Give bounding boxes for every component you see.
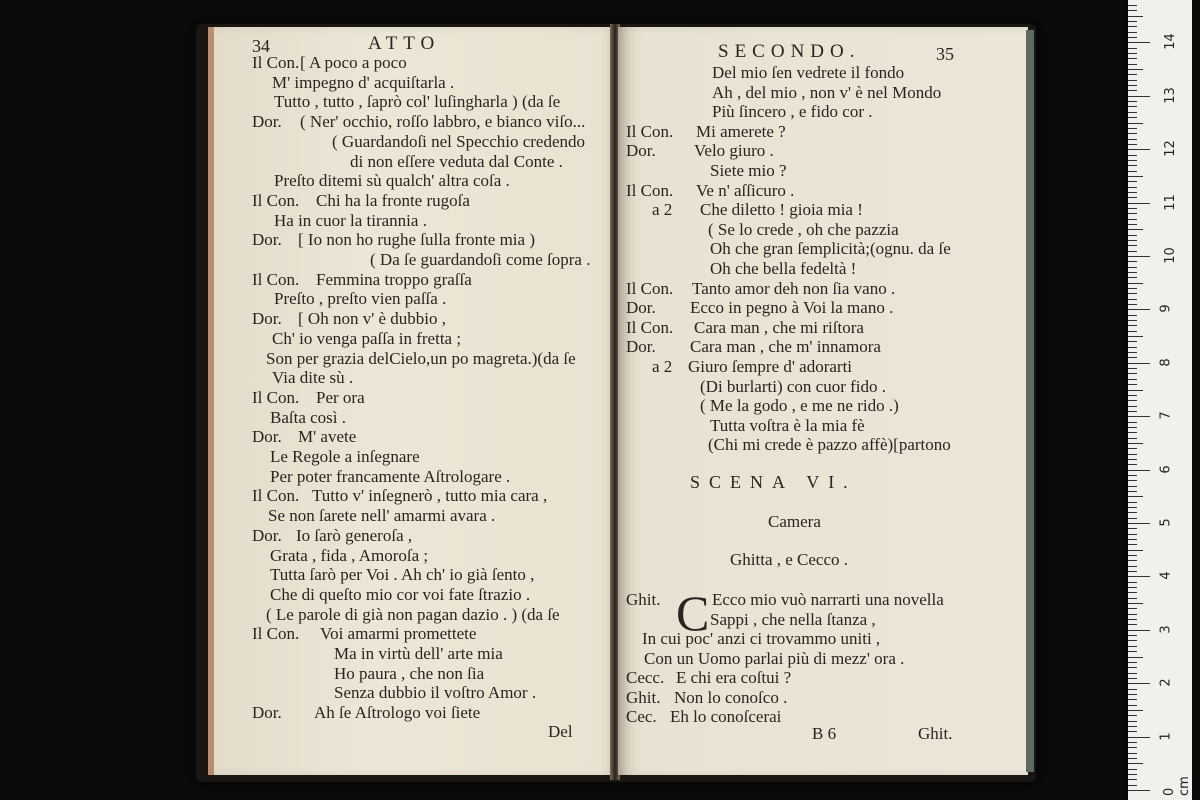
speaker-label: Il Con.: [252, 624, 300, 644]
ruler-tick: [1128, 651, 1137, 652]
text-line: Non lo conoſco .: [674, 687, 788, 707]
text-line: Cara man , che mi riſtora: [694, 317, 864, 337]
ruler-label: 8: [1158, 358, 1174, 367]
right-page-number: 35: [936, 44, 954, 64]
ruler-tick: [1128, 219, 1137, 220]
ruler-tick: [1128, 689, 1137, 690]
text-line: ( Guardandoſi nel Specchio credendo: [332, 131, 586, 151]
ruler-tick: [1128, 213, 1137, 214]
ruler-tick: [1128, 747, 1137, 748]
ruler-tick: [1128, 774, 1137, 775]
ruler-tick: [1128, 245, 1137, 246]
ruler-tick: [1128, 192, 1137, 193]
text-line: Per poter francamente Aſtrologare .: [270, 466, 511, 486]
left-catchword: Del: [548, 722, 573, 741]
text-line: [ Oh non v' è dubbio ,: [298, 309, 447, 329]
speaker-label: Il Con.: [252, 190, 300, 210]
ruler-tick: [1128, 352, 1137, 353]
ruler-tick: [1128, 630, 1150, 631]
speaker-label: Dor.: [626, 141, 656, 161]
speaker-label: Dor.: [252, 427, 282, 447]
ruler-tick: [1128, 133, 1137, 134]
text-line: Giuro ſempre d' adorarti: [688, 357, 853, 376]
ruler-tick: [1128, 694, 1137, 695]
text-line: Che diletto ! gioia mia !: [700, 200, 863, 220]
ruler-tick: [1128, 149, 1150, 150]
text-line: Preſto , preſto vien paſſa .: [274, 289, 447, 309]
speaker-label: Dor.: [626, 298, 656, 318]
text-line: (Chi mi crede è pazzo affè)[partono: [708, 435, 951, 455]
speaker-label: Dor.: [252, 309, 282, 329]
ruler-tick: [1128, 309, 1150, 310]
text-line: Se non ſarete nell' amarmi avara .: [268, 506, 496, 526]
ruler-tick: [1128, 96, 1150, 97]
measurement-ruler: [1128, 0, 1192, 800]
ruler-tick: [1128, 261, 1137, 262]
text-line: Con un Uomo parlai più di mezz' ora .: [644, 648, 905, 668]
ruler-tick: [1128, 229, 1143, 230]
text-line: Ha in cuor la tirannia .: [274, 210, 427, 230]
ruler-tick: [1128, 443, 1143, 444]
text-line: Ecco mio vuò narrarti una novella: [712, 590, 944, 609]
ruler-tick: [1128, 144, 1137, 145]
ruler-tick: [1128, 544, 1137, 545]
ruler-tick: [1128, 608, 1137, 609]
ruler-tick: [1128, 10, 1137, 11]
scene-location: Camera: [768, 512, 821, 531]
speaker-label: a 2: [652, 357, 673, 376]
ruler-tick: [1128, 240, 1137, 241]
ruler-label: 2: [1158, 678, 1174, 687]
ruler-tick: [1128, 662, 1137, 663]
ruler-label: 12: [1162, 140, 1178, 157]
ruler-tick: [1128, 411, 1137, 412]
text-line: Senza dubbio il voſtro Amor .: [334, 683, 537, 703]
text-line: E chi era coſtui ?: [676, 668, 792, 687]
ruler-tick: [1128, 112, 1137, 113]
text-line: Le Regole a inſegnare: [270, 447, 420, 466]
ruler-tick: [1128, 187, 1137, 188]
ruler-tick: [1128, 640, 1137, 641]
ruler-tick: [1128, 470, 1150, 471]
page-edge: [1026, 30, 1034, 772]
text-line: Baſta così .: [270, 407, 347, 427]
ruler-tick: [1128, 432, 1137, 433]
ruler-tick: [1128, 448, 1137, 449]
ruler-tick: [1128, 176, 1143, 177]
ruler-tick: [1128, 363, 1150, 364]
ruler-tick: [1128, 779, 1137, 780]
ruler-tick: [1128, 427, 1137, 428]
ruler-tick: [1128, 256, 1150, 257]
ruler-tick: [1128, 37, 1137, 38]
speaker-label: Il Con.: [252, 53, 300, 72]
ruler-tick: [1128, 785, 1137, 786]
ruler-tick: [1128, 197, 1137, 198]
text-line: Preſto ditemi sù qualch' altra coſa .: [274, 171, 510, 191]
text-line: Siete mio ?: [710, 161, 787, 180]
ruler-tick: [1128, 224, 1137, 225]
text-line: ( Da ſe guardandoſi come ſopra .: [370, 250, 591, 269]
ruler-tick: [1128, 624, 1137, 625]
ruler-tick: [1128, 74, 1137, 75]
ruler-tick: [1128, 283, 1143, 284]
ruler-tick: [1128, 758, 1137, 759]
ruler-tick: [1128, 69, 1143, 70]
speaker-label: Ghit.: [626, 687, 661, 707]
ruler-tick: [1128, 16, 1143, 17]
ruler-tick: [1128, 438, 1137, 439]
text-line: Voi amarmi promettete: [320, 624, 477, 644]
ruler-tick: [1128, 288, 1137, 289]
ruler-tick: [1128, 587, 1137, 588]
text-line: Tutta voſtra è la mia fè: [710, 415, 865, 435]
text-line: Ecco in pegno à Voi la mano .: [690, 298, 894, 318]
text-line: Io ſarò generoſa ,: [296, 525, 413, 545]
ruler-tick: [1128, 293, 1137, 294]
ruler-tick: [1128, 486, 1137, 487]
ruler-tick: [1128, 491, 1137, 492]
ruler-label: 10: [1162, 247, 1178, 264]
left-page-number: 34: [252, 36, 270, 56]
text-line: Oh che gran ſemplicità;(ognu. da ſe: [710, 239, 951, 259]
speaker-label: Il Con.: [626, 317, 674, 337]
text-line: Ve n' aſſicuro .: [696, 180, 795, 200]
ruler-label: 1: [1158, 731, 1174, 741]
ruler-tick: [1128, 406, 1137, 407]
ruler-tick: [1128, 267, 1137, 268]
ruler-tick: [1128, 614, 1137, 615]
ruler-tick: [1128, 566, 1137, 567]
ruler-tick: [1128, 454, 1137, 455]
speaker-label: Dor.: [252, 112, 282, 132]
ruler-tick: [1128, 635, 1137, 636]
ruler-tick: [1128, 518, 1137, 519]
ruler-tick: [1128, 325, 1137, 326]
text-line: Ch' io venga paſſa in fretta ;: [272, 328, 462, 348]
text-line: In cui poc' anzi ci trovammo uniti ,: [642, 629, 881, 648]
text-line: ( Ner' occhio, roſſo labbro, e bianco viſo...: [300, 112, 586, 132]
ruler-tick: [1128, 128, 1137, 129]
ruler-tick: [1128, 790, 1150, 791]
text-line: Sappi , che nella ſtanza ,: [710, 609, 876, 629]
ruler-tick: [1128, 21, 1137, 22]
ruler-tick: [1128, 347, 1137, 348]
speaker-label: Cec.: [626, 707, 657, 726]
ruler-tick: [1128, 106, 1137, 107]
ruler-tick: [1128, 742, 1137, 743]
ruler-tick: [1128, 710, 1143, 711]
ruler-label: 14: [1162, 33, 1178, 51]
ruler-tick: [1128, 155, 1137, 156]
ruler-label: 4: [1158, 571, 1174, 581]
ruler-tick: [1128, 502, 1137, 503]
ruler-tick: [1128, 320, 1137, 321]
text-line: Cara man , che m' innamora: [690, 337, 881, 357]
ruler-tick: [1128, 90, 1137, 91]
ruler-tick: [1128, 673, 1137, 674]
ruler-tick: [1128, 101, 1137, 102]
ruler-label: 7: [1158, 411, 1174, 420]
speaker-label: Il Con.: [252, 486, 300, 506]
ruler-tick: [1128, 523, 1150, 524]
text-line: [ A poco a poco: [300, 53, 407, 72]
ruler-tick: [1128, 683, 1150, 684]
ruler-tick: [1128, 769, 1137, 770]
scene-title: SCENA VI.: [690, 472, 857, 492]
speaker-label: Il Con.: [252, 387, 300, 407]
ruler-tick: [1128, 315, 1137, 316]
text-line: M' impegno d' acquiſtarla .: [272, 72, 455, 92]
ruler-tick: [1128, 336, 1143, 337]
ruler-tick: [1128, 528, 1137, 529]
ruler-label: 5: [1158, 518, 1174, 527]
ruler-tick: [1128, 619, 1137, 620]
ruler-tick: [1128, 32, 1137, 33]
signature-mark: B 6: [812, 724, 837, 743]
text-line: Per ora: [316, 387, 365, 407]
ruler-tick: [1128, 598, 1137, 599]
text-line: Tutto , tutto , ſaprò col' luſingharla ) (da ſe: [274, 92, 561, 112]
ruler-tick: [1128, 331, 1137, 332]
ruler-label: 0 cm: [1162, 776, 1192, 796]
ruler-tick: [1128, 646, 1137, 647]
ruler-tick: [1128, 400, 1137, 401]
speaker-label: Il Con.: [626, 180, 674, 200]
text-line: Femmina troppo graſſa: [316, 269, 472, 289]
ruler-tick: [1128, 592, 1137, 593]
ruler-tick: [1128, 416, 1150, 417]
ruler-tick: [1128, 539, 1137, 540]
text-line: Del mio ſen vedrete il fondo: [712, 63, 905, 82]
ruler-tick: [1128, 379, 1137, 380]
ruler-tick: [1128, 26, 1137, 27]
ruler-tick: [1128, 507, 1137, 508]
text-line: Velo giuro .: [694, 141, 774, 161]
ruler-tick: [1128, 657, 1143, 658]
text-line: Ho paura , che non ſia: [334, 663, 485, 683]
ruler-label: 3: [1158, 625, 1174, 634]
ruler-tick: [1128, 512, 1137, 513]
right-running-header: SECONDO.: [718, 41, 861, 62]
ruler-tick: [1128, 181, 1137, 182]
ruler-tick: [1128, 763, 1143, 764]
ruler-tick: [1128, 603, 1143, 604]
ruler-tick: [1128, 534, 1137, 535]
ruler-tick: [1128, 117, 1137, 118]
ruler-tick: [1128, 737, 1150, 738]
ruler-tick: [1128, 64, 1137, 65]
ruler-tick: [1128, 357, 1137, 358]
text-line: Mi amerete ?: [696, 121, 786, 141]
text-line: Più ſincero , e fido cor .: [712, 102, 873, 122]
ruler-tick: [1128, 203, 1150, 204]
speaker-label: Dor.: [252, 230, 282, 250]
ruler-tick: [1128, 571, 1137, 572]
speaker-label: Il Con.: [626, 121, 674, 141]
ruler-tick: [1128, 5, 1137, 6]
ruler-tick: [1128, 80, 1137, 81]
ruler-tick: [1128, 705, 1137, 706]
text-line: Oh che bella fedeltà !: [710, 259, 857, 278]
ruler-tick: [1128, 235, 1137, 236]
ruler-tick: [1128, 726, 1137, 727]
ruler-label: 11: [1162, 193, 1178, 211]
speaker-label: Ghit.: [626, 590, 661, 609]
text-line: Eh lo conoſcerai: [670, 707, 782, 726]
ruler-tick: [1128, 85, 1137, 86]
text-line: Tanto amor deh non ſia vano .: [692, 278, 896, 298]
text-line: [ Io non ho rughe ſulla fronte mia ): [298, 230, 535, 250]
ruler-label: 9: [1158, 304, 1174, 314]
ruler-tick: [1128, 459, 1137, 460]
text-line: Grata , fida , Amoroſa ;: [270, 545, 429, 565]
speaker-label: Dor.: [626, 337, 656, 357]
ruler-tick: [1128, 368, 1137, 369]
text-line: ( Le parole di già non pagan dazio . ) (da ſe: [266, 604, 560, 624]
ruler-tick: [1128, 715, 1137, 716]
ruler-tick: [1128, 384, 1137, 385]
text-line: di non eſſere veduta dal Conte .: [350, 151, 563, 171]
ruler-tick: [1128, 251, 1137, 252]
ruler-tick: [1128, 272, 1137, 273]
text-line: ( Me la godo , e me ne rido .): [700, 396, 899, 416]
ruler-tick: [1128, 667, 1137, 668]
ruler-label: 13: [1162, 87, 1178, 104]
text-line: M' avete: [298, 427, 357, 447]
text-line: Chi ha la fronte rugoſa: [316, 190, 470, 210]
ruler-tick: [1128, 753, 1137, 754]
text-line: (Di burlarti) con cuor fido .: [700, 376, 886, 396]
ruler-tick: [1128, 341, 1137, 342]
ruler-tick: [1128, 550, 1143, 551]
ruler-tick: [1128, 560, 1137, 561]
ruler-tick: [1128, 277, 1137, 278]
speaker-label: Cecc.: [626, 668, 665, 687]
scene-characters: Ghitta , e Cecco .: [730, 550, 849, 569]
text-line: Ah , del mio , non v' è nel Mondo: [712, 82, 942, 102]
ruler-tick: [1128, 160, 1137, 161]
text-line: Tutta ſarò per Voi . Ah ch' io già ſento ,: [270, 565, 535, 585]
ruler-tick: [1128, 390, 1143, 391]
ruler-tick: [1128, 139, 1137, 140]
text-line: ( Se lo crede , oh che pazzia: [708, 219, 899, 239]
ruler-tick: [1128, 58, 1137, 59]
ruler-tick: [1128, 721, 1137, 722]
ruler-tick: [1128, 582, 1137, 583]
ruler-tick: [1128, 678, 1137, 679]
speaker-label: Dor.: [252, 703, 282, 723]
speaker-label: Il Con.: [626, 278, 674, 298]
ruler-tick: [1128, 395, 1137, 396]
ruler-tick: [1128, 464, 1137, 465]
ruler-tick: [1128, 576, 1150, 577]
speaker-label: Dor.: [252, 525, 282, 545]
text-line: Ma in virtù dell' arte mia: [334, 644, 503, 663]
ruler-tick: [1128, 555, 1137, 556]
ruler-tick: [1128, 304, 1137, 305]
left-running-header: ATTO: [368, 33, 441, 54]
ruler-tick: [1128, 480, 1137, 481]
ruler-tick: [1128, 53, 1137, 54]
right-catchword: Ghit.: [918, 724, 953, 743]
drop-cap: C: [676, 585, 710, 641]
text-line: Ah ſe Aſtrologo voi ſiete: [314, 703, 481, 723]
ruler-tick: [1128, 208, 1137, 209]
ruler-tick: [1128, 373, 1137, 374]
ruler-tick: [1128, 731, 1137, 732]
ruler-tick: [1128, 165, 1137, 166]
ruler-tick: [1128, 42, 1150, 43]
ruler-tick: [1128, 475, 1137, 476]
ruler-tick: [1128, 299, 1137, 300]
text-line: Via dite sù .: [272, 368, 354, 388]
ruler-tick: [1128, 422, 1137, 423]
ruler-tick: [1128, 48, 1137, 49]
ruler-tick: [1128, 699, 1137, 700]
ruler-tick: [1128, 123, 1143, 124]
text-line: Che di queſto mio cor voi fate ſtrazio .: [270, 584, 531, 604]
ruler-tick: [1128, 171, 1137, 172]
speaker-label: a 2: [652, 200, 673, 220]
text-line: Tutto v' inſegnerò , tutto mia cara ,: [312, 486, 548, 506]
ruler-tick: [1128, 496, 1143, 497]
ruler-label: 6: [1158, 464, 1174, 474]
speaker-label: Il Con.: [252, 269, 300, 289]
text-line: Son per grazia delCielo,un po magreta.)(da ſe: [266, 348, 576, 368]
